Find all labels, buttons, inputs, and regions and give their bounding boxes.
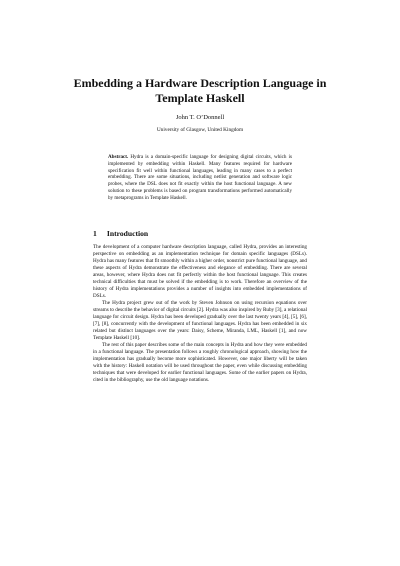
abstract-text: Hydra is a domain-specific language for designing digital circuits, which is implemented by embedding within Haskell. Many features required for hardware specification fit well within functional languages, leading in many cases to a perfect embedding. There are some situations, including netlist generation and software logic probes, where the DSL does not fit exactly within the host functional language. A new solution to these problems is based on program transformations performed automatically by metaprograms in Template Haskell. xyxy=(108,154,292,201)
section-title: Introduction xyxy=(106,229,149,238)
abstract-label: Abstract. xyxy=(108,154,129,160)
body-paragraph: The development of a computer hardware description language, called Hydra, provides an interesting perspective on embedding as an implementation technique for domain specific languages (DSLs). Hydra has many features that fit smoothly within a higher order, nonstrict pure functional language, and these aspects of Hydra demonstrate the effectiveness and elegance of embedding. There are several areas, however, where Hydra does not fit perfectly within the host functional language. This creates technical difficulties that must be solved if the embedding is to work. Therefore an overview of the history of Hydra implementations provides a number of insights into embedded implementations of DSLs. xyxy=(93,244,307,299)
body-paragraph: The rest of this paper describes some of the main concepts in Hydra and how they were embedded in a functional language. The presentation follows a roughly chronological approach, showing how the implementation has gradually become more sophisticated. However, one major liberty will be taken with the history: Haskell notation will be used throughout the paper, even while discussing embedding techniques that were developed for earlier functional languages. Some of the earlier papers on Hydra, cited in the bibliography, use the old language notations. xyxy=(93,342,307,383)
paper-affiliation: University of Glasgow, United Kingdom xyxy=(156,127,244,133)
section-heading xyxy=(93,229,307,238)
paper-author: John T. O’Donnell xyxy=(175,114,225,121)
paper-title: Embedding a Hardware Description Language in Template Haskell xyxy=(73,76,327,105)
abstract xyxy=(108,154,292,202)
body-paragraph: The Hydra project grew out of the work by Steven Johnson on using recursion equations over streams to describe the behavior of digital circuits [2]. Hydra was also inspired by Ruby [3], a relational language for circuit design. Hydra has been developed gradually over the last twenty years [4], [5], [6], [7], [8], concurrently with the development of functional languages. Hydra has been embedded in six related but distinct languages over the years: Daisy, Scheme, Miranda, LML, Haskell [1], and now Template Haskell [10]. xyxy=(93,300,307,341)
section-body xyxy=(93,244,307,384)
section-number: 1 xyxy=(93,229,97,238)
